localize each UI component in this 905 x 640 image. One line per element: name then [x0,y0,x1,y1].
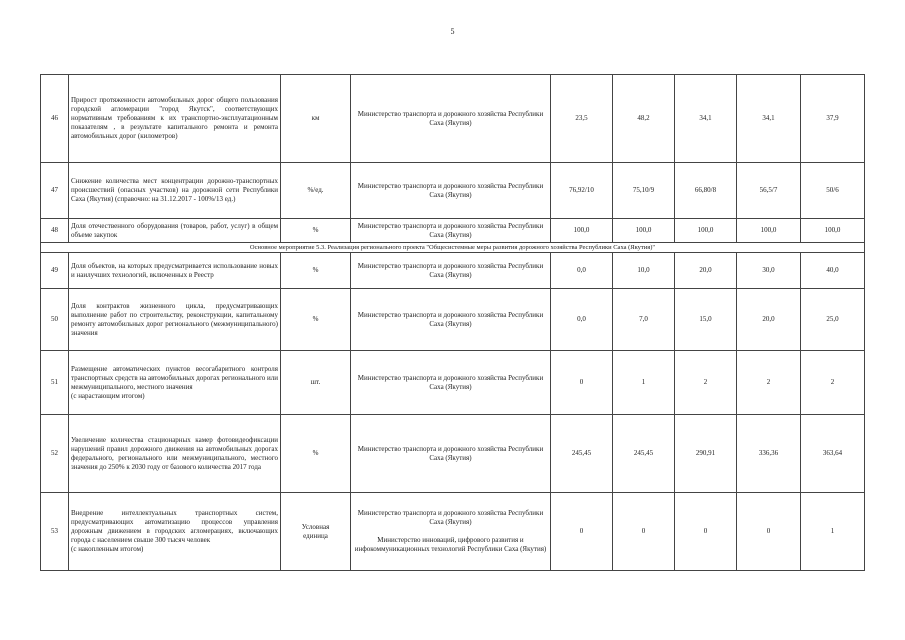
indicator-description: Доля контрактов жизненного цикла, предусматривающих выполнение работ по строительству, реконструкции, капитальному ремонту автомобильных дорог регионального (межмуниципального) значения [69,289,281,351]
responsible-executor: Министерство транспорта и дорожного хозяйства Республики Саха (Якутия) [351,219,551,243]
indicator-value: 0,0 [551,253,613,289]
section-heading-body [41,243,865,253]
indicator-value: 0 [737,493,801,571]
indicator-value: 245,45 [613,415,675,493]
indicator-value: 50/6 [801,163,865,219]
responsible-executor: Министерство транспорта и дорожного хозяйства Республики Саха (Якутия) [351,289,551,351]
indicator-value: 34,1 [675,75,737,163]
section-heading: Основное мероприятие 5.3. Реализация регионального проекта "Общесистемные меры развития дорожного хозяйства Республики Саха (Якутия)" [41,243,865,253]
table-body-after [41,253,865,571]
indicator-value: 336,36 [737,415,801,493]
table-row [41,163,865,219]
indicator-value: 25,0 [801,289,865,351]
indicator-description: Внедрение интеллектуальных транспортных систем, предусматривающих автоматизацию процессов управления дорожным движением в городских агломерациях, включающих города с населением свыше 300 тысяч человек (с накопленным итогом) [69,493,281,571]
row-number: 53 [41,493,69,571]
indicator-value: 15,0 [675,289,737,351]
row-number: 48 [41,219,69,243]
indicator-value: 0 [613,493,675,571]
indicator-description: Доля отечественного оборудования (товаров, работ, услуг) в общем объеме закупок [69,219,281,243]
indicator-value: 0 [551,351,613,415]
indicator-description: Увеличение количества стационарных камер фотовидеофиксации нарушений правил дорожного движения на автомобильных дорогах федерального, регионального или межмуниципального, местного значения до 250% к 2030 году от базового количества 2017 года [69,415,281,493]
table-row [41,351,865,415]
row-number: 47 [41,163,69,219]
table-row [41,253,865,289]
indicator-value: 0 [675,493,737,571]
page-number: 5 [450,27,455,36]
responsible-executor: Министерство транспорта и дорожного хозяйства Республики Саха (Якутия) Министерство инноваций, цифрового развития и инфокоммуникационных технологий Республики Саха (Якутия) [351,493,551,571]
unit-of-measure: % [281,253,351,289]
indicator-value: 2 [675,351,737,415]
responsible-executor: Министерство транспорта и дорожного хозяйства Республики Саха (Якутия) [351,415,551,493]
indicator-value: 0,0 [551,289,613,351]
indicator-value: 34,1 [737,75,801,163]
indicator-value: 0 [551,493,613,571]
unit-of-measure: % [281,289,351,351]
indicator-value: 56,5/7 [737,163,801,219]
indicator-value: 40,0 [801,253,865,289]
row-number: 50 [41,289,69,351]
row-number: 49 [41,253,69,289]
indicator-value: 10,0 [613,253,675,289]
indicator-value: 75,10/9 [613,163,675,219]
unit-of-measure: шт. [281,351,351,415]
table-row [41,75,865,163]
indicator-value: 100,0 [675,219,737,243]
indicator-description: Снижение количества мест концентрации дорожно-транспортных происшествий (опасных участков) на дорожной сети Республики Саха (Якутия) (справочно: на 31.12.2017 - 100%/13 ед.) [69,163,281,219]
row-number: 46 [41,75,69,163]
row-number: 52 [41,415,69,493]
unit-of-measure: % [281,219,351,243]
table-row [41,219,865,243]
indicator-value: 363,64 [801,415,865,493]
indicator-value: 2 [801,351,865,415]
indicators-table [40,74,865,571]
indicator-value: 1 [613,351,675,415]
indicator-value: 66,80/8 [675,163,737,219]
indicator-value: 100,0 [737,219,801,243]
table-body-before [41,75,865,243]
indicator-description: Доля объектов, на которых предусматривается использование новых и наилучших технологий, включенных в Реестр [69,253,281,289]
indicator-value: 20,0 [675,253,737,289]
indicator-value: 23,5 [551,75,613,163]
table-row [41,289,865,351]
responsible-executor: Министерство транспорта и дорожного хозяйства Республики Саха (Якутия) [351,351,551,415]
responsible-executor: Министерство транспорта и дорожного хозяйства Республики Саха (Якутия) [351,75,551,163]
indicator-value: 290,91 [675,415,737,493]
section-heading-row [41,243,865,253]
indicator-description: Прирост протяженности автомобильных дорог общего пользования городской агломерации "город Якутск", соответствующих нормативным требованиям к их транспортно-эксплуатационным показателям , в результате капитального ремонта и ремонта автомобильных дорог (километров) [69,75,281,163]
indicator-value: 7,0 [613,289,675,351]
unit-of-measure: Условная единица [281,493,351,571]
row-number: 51 [41,351,69,415]
indicator-value: 245,45 [551,415,613,493]
indicator-value: 2 [737,351,801,415]
indicator-value: 100,0 [551,219,613,243]
table-row [41,415,865,493]
responsible-executor: Министерство транспорта и дорожного хозяйства Республики Саха (Якутия) [351,253,551,289]
indicator-value: 48,2 [613,75,675,163]
indicator-value: 20,0 [737,289,801,351]
indicator-value: 100,0 [613,219,675,243]
indicator-value: 30,0 [737,253,801,289]
indicator-value: 1 [801,493,865,571]
indicator-description: Размещение автоматических пунктов весогабаритного контроля транспортных средств на автомобильных дорогах регионального или межмуниципального, местного значения (с нарастающим итогом) [69,351,281,415]
table-row [41,493,865,571]
indicator-value: 76,92/10 [551,163,613,219]
unit-of-measure: км [281,75,351,163]
indicator-value: 100,0 [801,219,865,243]
indicator-value: 37,9 [801,75,865,163]
unit-of-measure: %/ед. [281,163,351,219]
unit-of-measure: % [281,415,351,493]
responsible-executor: Министерство транспорта и дорожного хозяйства Республики Саха (Якутия) [351,163,551,219]
